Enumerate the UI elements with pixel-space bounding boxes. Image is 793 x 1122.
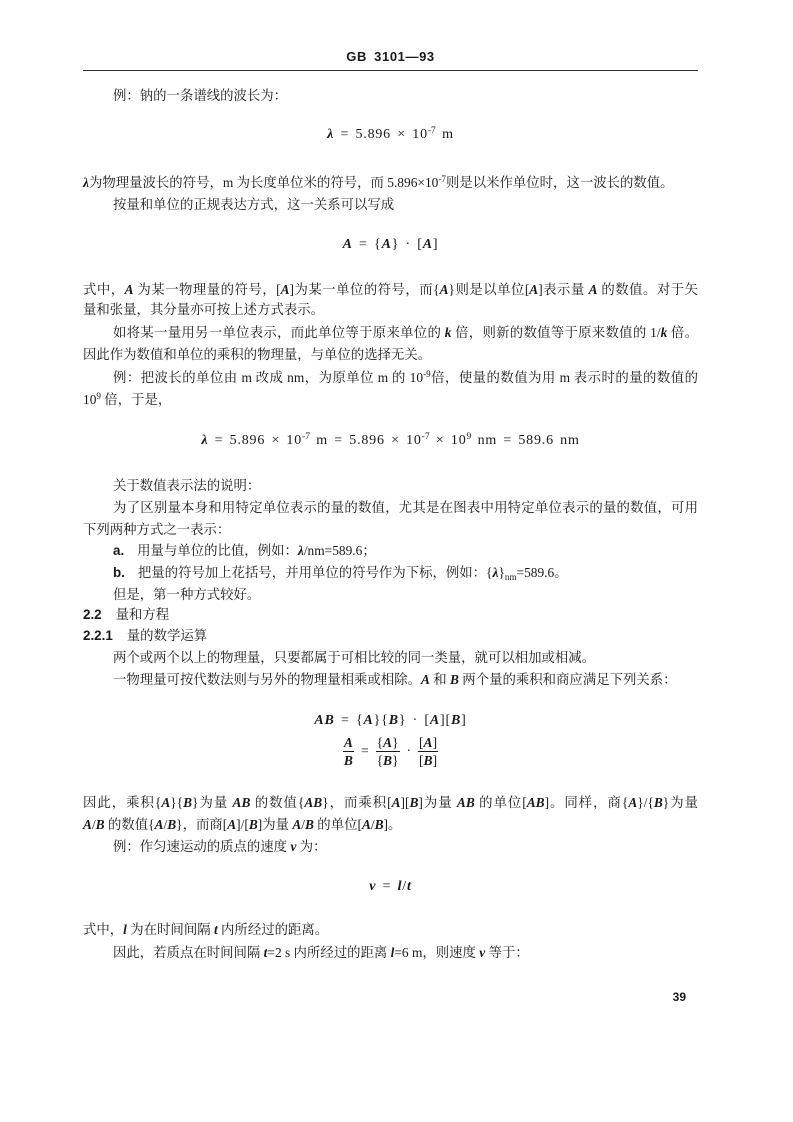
text-run: } bbox=[392, 752, 399, 768]
numerator bbox=[376, 735, 400, 752]
symbol-run: A bbox=[342, 237, 353, 252]
superscript: 9 bbox=[466, 431, 472, 442]
example-nm-line-1 bbox=[113, 368, 698, 388]
symbol-run: t bbox=[263, 945, 268, 960]
symbol-run: B bbox=[343, 752, 353, 768]
symbol-run: B bbox=[383, 752, 393, 768]
symbol-run: A bbox=[422, 237, 433, 252]
multiplication-dot: · bbox=[406, 743, 412, 758]
text-run: ]为量 bbox=[257, 817, 293, 832]
standard-code-header: GB 3101—93 bbox=[346, 49, 435, 64]
symbol-run: l bbox=[390, 945, 395, 960]
symbol-run: AB bbox=[456, 795, 475, 810]
symbol-run: A bbox=[429, 713, 441, 728]
subscript: nm bbox=[504, 572, 517, 583]
text-run: =2 s 内所经过的距离 bbox=[267, 945, 391, 960]
superscript: 9 bbox=[96, 391, 101, 401]
list-marker: a. bbox=[113, 543, 125, 558]
paragraph-preference bbox=[113, 585, 698, 605]
denominator bbox=[419, 752, 437, 768]
text-run: ]为某一单位的符号，而{ bbox=[289, 282, 440, 297]
text-run: =589.6。 bbox=[516, 565, 568, 580]
fraction-lhs bbox=[343, 735, 354, 768]
symbol-run: B bbox=[183, 795, 193, 810]
text-run: }则是以单位[ bbox=[448, 282, 530, 297]
symbol-run: λ bbox=[492, 565, 499, 580]
text-run: 则是以米作单位时，这一波长的数值。 bbox=[445, 175, 674, 190]
equation-product bbox=[83, 711, 698, 731]
equation-quotient bbox=[83, 734, 698, 768]
text-run: [ bbox=[419, 734, 424, 750]
symbol-run: B bbox=[450, 672, 459, 687]
symbol-run: A bbox=[154, 817, 164, 832]
example-sodium-intro bbox=[113, 86, 698, 106]
text-run: 两个或两个以上的物理量，只要都属于可相比较的同一类量，就可以相加或相减。 bbox=[113, 650, 596, 665]
superscript: -7 bbox=[302, 431, 310, 442]
text-run: m = 5.896 × 10 bbox=[309, 433, 422, 448]
symbol-run: B bbox=[248, 817, 258, 832]
symbol-run: B bbox=[167, 817, 177, 832]
symbol-run: B bbox=[374, 817, 384, 832]
symbol-run: l bbox=[397, 879, 403, 894]
text-run: ]表示量 bbox=[538, 282, 589, 297]
text-run: }/{ bbox=[637, 795, 654, 810]
text-run: 为了区别量本身和用特定单位表示的量的数值，尤其是在图表中用特定单位表示的量的数值，可用 bbox=[113, 500, 698, 515]
symbol-run: A bbox=[83, 817, 92, 832]
text-run: 的数值{ bbox=[104, 817, 155, 832]
symbol-run: B bbox=[388, 713, 399, 728]
text-run: × 10 bbox=[429, 433, 467, 448]
symbol-run: AB bbox=[304, 795, 323, 810]
symbol-run: l bbox=[123, 922, 127, 937]
symbol-run: B bbox=[409, 795, 419, 810]
symbol-run: A bbox=[227, 817, 237, 832]
paragraph-notation-note bbox=[113, 476, 698, 496]
text-run: 量和方程 bbox=[115, 607, 170, 622]
paragraph-distinguish-line-2 bbox=[83, 520, 698, 540]
text-run: 例：作匀速运动的质点的速度 bbox=[113, 839, 291, 854]
text-run: 的数值{ bbox=[250, 795, 305, 810]
text-run: ]。同样，商{ bbox=[544, 795, 629, 810]
text-run: 为物理量波长的符号，m 为长度单位米的符号，而 5.896×10 bbox=[88, 175, 439, 190]
text-run: 式中， bbox=[83, 922, 124, 937]
symbol-run: λ bbox=[327, 127, 335, 142]
symbol-run: B bbox=[450, 713, 462, 728]
fraction-units bbox=[418, 735, 438, 768]
text-run: ]/[ bbox=[236, 817, 249, 832]
equation-quantity-form bbox=[83, 235, 698, 255]
symbol-run: A bbox=[423, 734, 433, 750]
numerator bbox=[343, 735, 354, 752]
equals-sign: = bbox=[360, 743, 369, 758]
symbol-run: A bbox=[361, 817, 371, 832]
text-run: 因此作为数值和单位的乘积的物理量，与单位的选择无关。 bbox=[83, 347, 432, 362]
symbol-run: A bbox=[161, 795, 171, 810]
text-run: / bbox=[91, 817, 96, 832]
example-velocity-intro bbox=[113, 837, 698, 857]
text-run: 的单位[ bbox=[313, 817, 362, 832]
text-run: 下列两种方式之一表示： bbox=[83, 522, 231, 537]
text-run: ][ bbox=[400, 795, 410, 810]
superscript: -7 bbox=[421, 431, 430, 442]
text-run: 和 bbox=[429, 672, 451, 687]
symbol-run: A bbox=[529, 282, 539, 297]
text-run: = 5.896 × 10 bbox=[334, 127, 428, 142]
symbol-run: AB bbox=[314, 713, 335, 728]
text-run: } bbox=[498, 565, 505, 580]
superscript: -7 bbox=[427, 125, 436, 136]
symbol-run: λ bbox=[297, 543, 304, 558]
section-number: 2.2 bbox=[83, 607, 102, 622]
denominator bbox=[344, 752, 353, 768]
symbol-run: A bbox=[124, 282, 134, 297]
text-run: }，而乘积[ bbox=[322, 795, 392, 810]
symbol-run: A bbox=[383, 734, 393, 750]
text-run: 量和张量，其分量亦可按上述方式表示。 bbox=[83, 302, 325, 317]
text-run: / bbox=[163, 817, 168, 832]
text-run: / bbox=[301, 817, 306, 832]
paragraph-distinguish-line-1 bbox=[113, 498, 698, 518]
text-run: 为在时间间隔 bbox=[126, 922, 214, 937]
text-run: 例：钠的一条谱线的波长为： bbox=[113, 88, 288, 103]
text-run: = { bbox=[352, 237, 382, 252]
text-run: nm = 589.6 nm bbox=[471, 433, 580, 448]
text-run: 例：把波长的单位由 m 改成 nm，为原单位 m 的 10 bbox=[113, 370, 424, 385]
symbol-run: A bbox=[343, 734, 353, 750]
header-rule bbox=[83, 70, 698, 71]
section-heading-2-2 bbox=[83, 605, 698, 625]
text-run: 的单位[ bbox=[474, 795, 527, 810]
superscript: -9 bbox=[423, 369, 431, 379]
text-run: { bbox=[376, 734, 384, 750]
text-run: } bbox=[392, 734, 399, 750]
page-number: 39 bbox=[672, 990, 686, 1004]
text-run: /nm=589.6； bbox=[303, 543, 376, 558]
text-run: } · [ bbox=[391, 237, 423, 252]
symbol-run: B bbox=[305, 817, 314, 832]
numerator bbox=[418, 735, 438, 752]
text-run: 倍，于是， bbox=[100, 392, 172, 407]
text-run: 因此，乘积{ bbox=[83, 795, 162, 810]
text-run: 倍。 bbox=[667, 325, 698, 340]
text-run: }，而商[ bbox=[176, 817, 228, 832]
paragraph-thus-line-1 bbox=[83, 793, 698, 813]
text-run: 因此，若质点在时间间隔 bbox=[113, 945, 264, 960]
paragraph-lambda-meaning bbox=[83, 173, 698, 193]
text-run: / bbox=[370, 817, 375, 832]
example-nm-line-2 bbox=[83, 390, 698, 410]
text-run: }为量 bbox=[192, 795, 233, 810]
symbol-run: A bbox=[292, 817, 302, 832]
paragraph-multiply-divide bbox=[113, 670, 698, 690]
symbol-run: AB bbox=[526, 795, 545, 810]
equation-velocity bbox=[83, 877, 698, 897]
symbol-run: t bbox=[213, 922, 218, 937]
symbol-run: v bbox=[479, 945, 486, 960]
text-run: 式中， bbox=[83, 282, 125, 297]
text-run: ] bbox=[461, 713, 467, 728]
equation-wavelength-nm bbox=[83, 431, 698, 451]
list-marker: b. bbox=[113, 565, 125, 580]
text-run: 10 bbox=[83, 392, 97, 407]
text-run: }{ bbox=[373, 713, 389, 728]
section-number: 2.2.1 bbox=[83, 628, 113, 643]
text-run: m bbox=[435, 127, 454, 142]
text-run: } · [ bbox=[398, 713, 430, 728]
text-run: =6 m，则速度 bbox=[394, 945, 480, 960]
text-run: = { bbox=[334, 713, 364, 728]
text-run: 一物理量可按代数法则与另外的物理量相乘或相除。 bbox=[113, 672, 421, 687]
symbol-run: B bbox=[423, 752, 433, 768]
text-run: ]。 bbox=[383, 817, 402, 832]
paragraph-where-distance bbox=[83, 920, 698, 940]
section-heading-2-2-1 bbox=[83, 626, 698, 646]
symbol-run: λ bbox=[201, 433, 209, 448]
text-run: 倍，使量的数值为用 m 表示时的量的数值的 bbox=[430, 370, 698, 385]
text-run: 量的数学运算 bbox=[126, 628, 208, 643]
text-run: 等于： bbox=[485, 945, 529, 960]
text-run: 如将某一量用另一单位表示，而此单位等于原来单位的 bbox=[113, 325, 445, 340]
symbol-run: A bbox=[439, 282, 449, 297]
text-run: ] bbox=[432, 237, 439, 252]
text-run: ][ bbox=[440, 713, 451, 728]
text-run: 为某一物理量的符号，[ bbox=[133, 282, 281, 297]
text-run: { bbox=[376, 752, 384, 768]
symbol-run: t bbox=[407, 879, 412, 894]
list-item-a bbox=[113, 541, 698, 561]
text-run: 但是，第一种方式较好。 bbox=[113, 587, 261, 602]
paragraph-unit-change-line-2 bbox=[83, 345, 698, 365]
text-run: }为量 bbox=[662, 795, 698, 810]
text-run: 两个量的乘积和商应满足下列关系： bbox=[458, 672, 677, 687]
superscript: -7 bbox=[438, 174, 446, 184]
text-run: = 5.896 × 10 bbox=[208, 433, 303, 448]
symbol-run: k bbox=[660, 325, 668, 340]
text-run: 用量与单位的比值，例如： bbox=[137, 543, 298, 558]
paragraph-velocity-given bbox=[113, 943, 698, 963]
symbol-run: A bbox=[391, 795, 401, 810]
text-run: / bbox=[402, 879, 407, 894]
paragraph-thus-line-2 bbox=[83, 815, 698, 835]
paragraph-where-line-2 bbox=[83, 300, 698, 320]
symbol-run: A bbox=[420, 672, 430, 687]
symbol-run: AB bbox=[232, 795, 251, 810]
paragraph-where-line-1 bbox=[83, 280, 698, 300]
text-run: 的数值。对于矢 bbox=[597, 282, 698, 297]
paragraph-formal-expression bbox=[113, 195, 698, 215]
paragraph-unit-change-line-1 bbox=[113, 323, 698, 343]
equation-sodium-wavelength bbox=[83, 125, 698, 145]
text-run: [ bbox=[419, 752, 424, 768]
symbol-run: A bbox=[381, 237, 392, 252]
text-run: 倍，则新的数值等于原来数值的 1/ bbox=[451, 325, 661, 340]
symbol-run: A bbox=[280, 282, 290, 297]
fraction-numeric-values bbox=[376, 735, 400, 768]
symbol-run: v bbox=[290, 839, 297, 854]
text-run: 内所经过的距离。 bbox=[217, 922, 329, 937]
text-run: 关于数值表示法的说明： bbox=[113, 478, 261, 493]
symbol-run: k bbox=[444, 325, 452, 340]
text-run: ]为量 bbox=[418, 795, 457, 810]
text-run: = bbox=[376, 879, 398, 894]
symbol-run: v bbox=[369, 879, 377, 894]
symbol-run: A bbox=[363, 713, 374, 728]
list-item-b bbox=[113, 563, 698, 583]
text-run: 把量的符号加上花括号，并用单位的符号作为下标，例如：{ bbox=[137, 565, 493, 580]
symbol-run: B bbox=[653, 795, 663, 810]
symbol-run: A bbox=[628, 795, 638, 810]
text-run: ] bbox=[432, 752, 438, 768]
text-run: 按量和单位的正规表达方式，这一关系可以写成 bbox=[113, 197, 395, 212]
symbol-run: A bbox=[588, 282, 598, 297]
paragraph-add-subtract bbox=[113, 648, 698, 668]
text-run: ] bbox=[432, 734, 438, 750]
symbol-run: B bbox=[95, 817, 105, 832]
text-run: 为： bbox=[296, 839, 327, 854]
text-run: }{ bbox=[170, 795, 184, 810]
denominator bbox=[377, 752, 399, 768]
symbol-run: λ bbox=[83, 175, 89, 190]
